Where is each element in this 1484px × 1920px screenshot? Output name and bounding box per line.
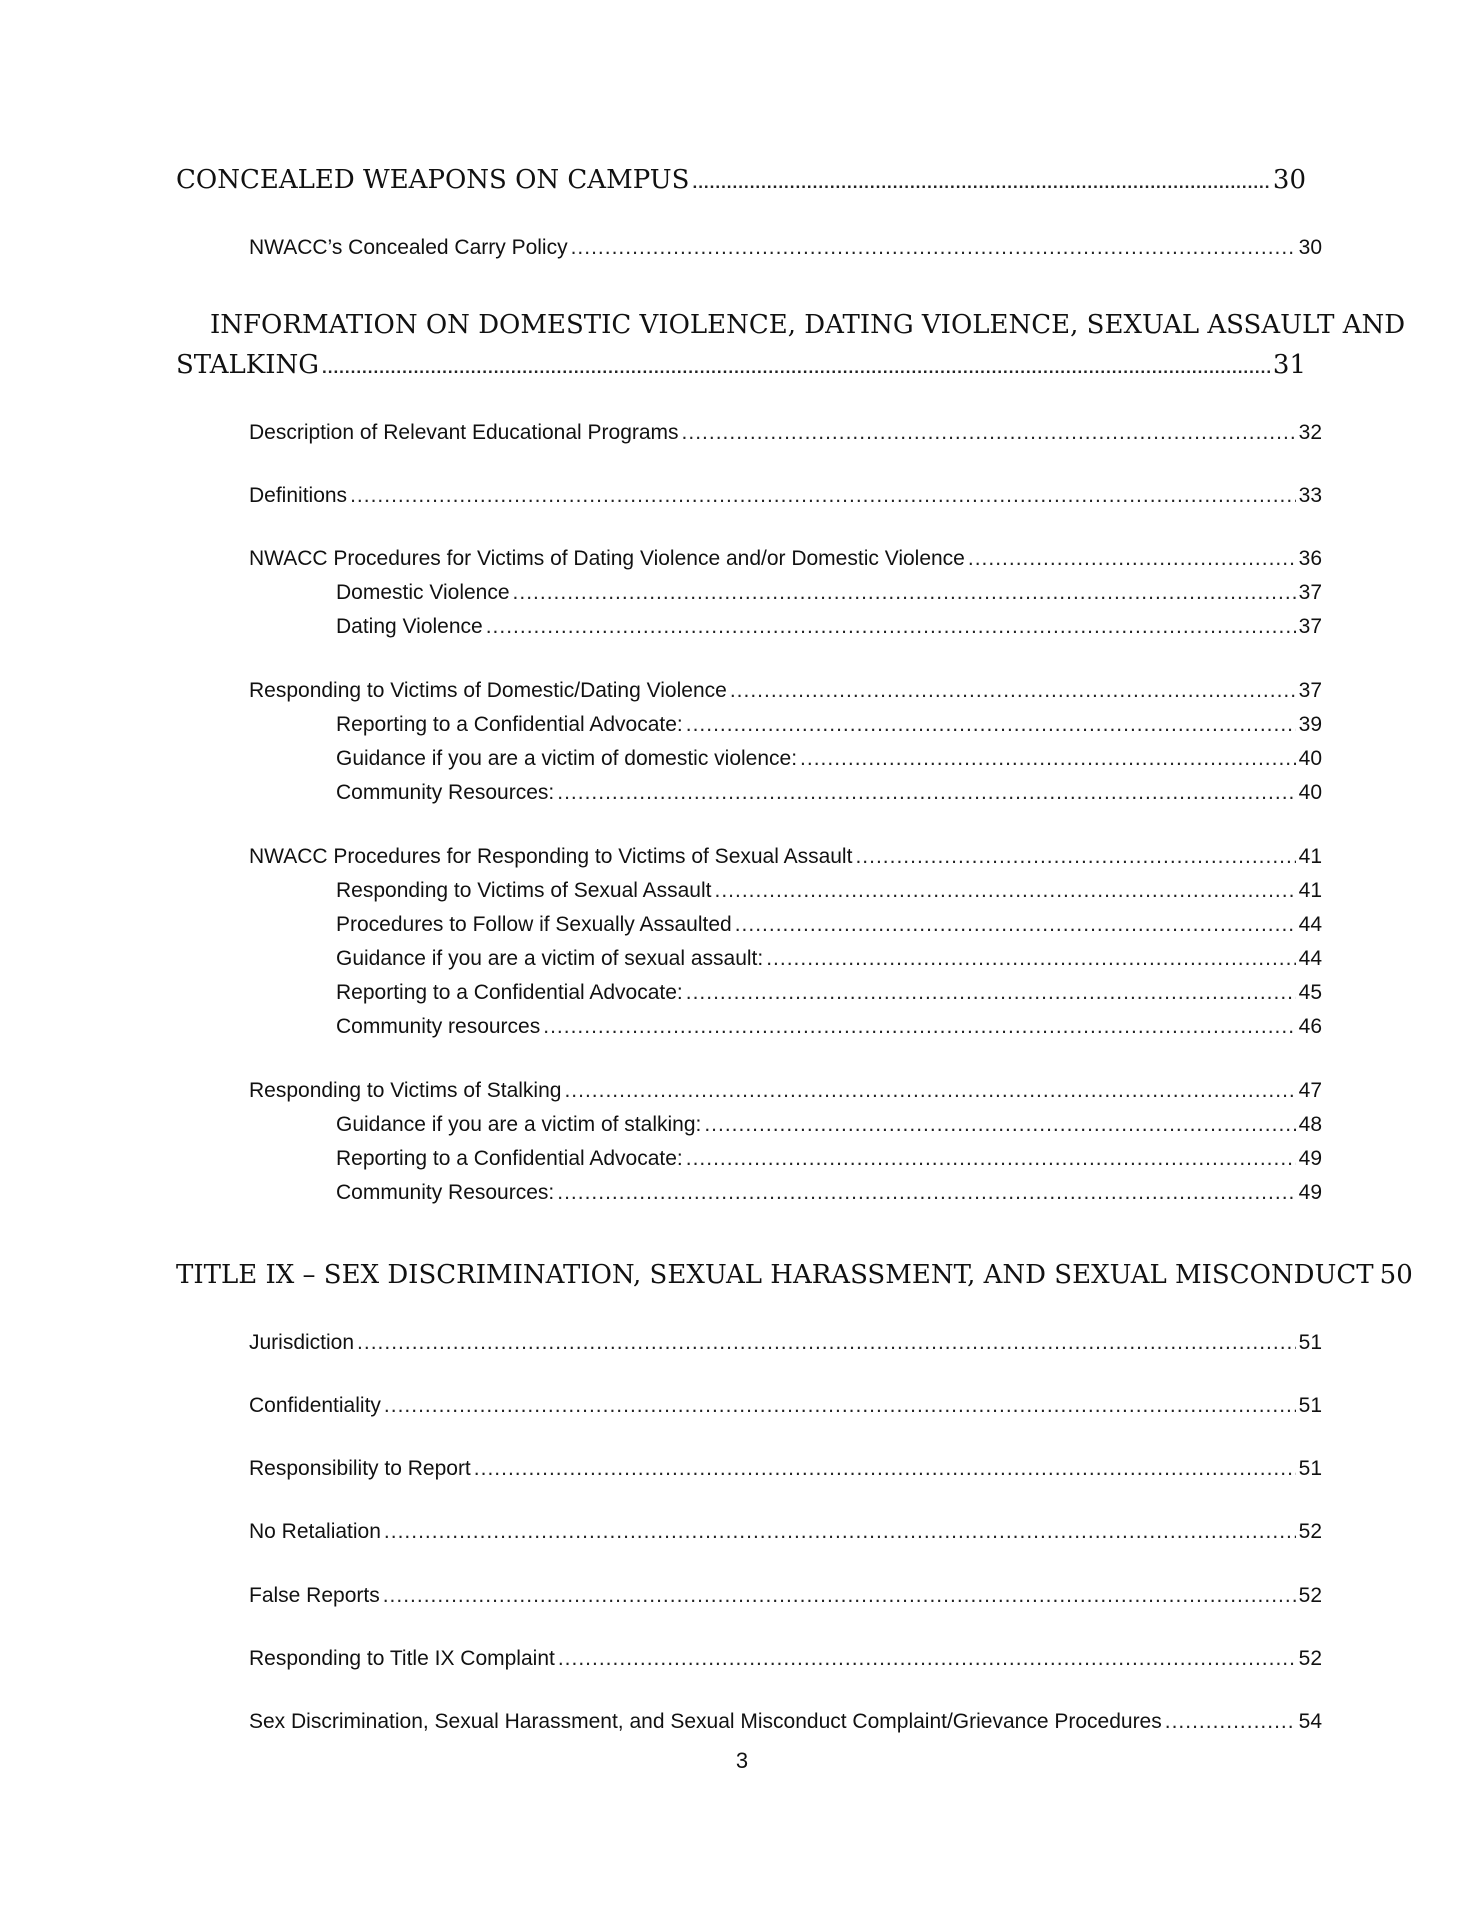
toc-page-number: 45	[1298, 981, 1322, 1004]
dot-leader	[486, 615, 1296, 639]
toc-entry[interactable]	[249, 421, 1322, 451]
toc-entry-title: Community Resources:	[336, 1181, 555, 1204]
dot-leader	[800, 747, 1296, 771]
toc-page-number: 41	[1298, 879, 1322, 902]
toc-page-number: 44	[1298, 913, 1322, 936]
toc-page-number: 30	[1298, 236, 1322, 259]
toc-entry-title: Definitions	[249, 484, 348, 507]
dot-leader	[384, 1520, 1296, 1544]
toc-page-number: 47	[1298, 1079, 1322, 1102]
toc-section-concealed-weapons[interactable]	[176, 165, 1306, 201]
toc-section-title: CONCEALED WEAPONS ON CAMPUS	[176, 165, 690, 195]
toc-page-number: 49	[1298, 1181, 1322, 1204]
toc-entry[interactable]	[249, 845, 1322, 875]
toc-entry-title: Responding to Title IX Complaint	[249, 1647, 555, 1670]
toc-entry[interactable]	[249, 547, 1322, 577]
toc-entry[interactable]	[249, 1584, 1322, 1614]
toc-section-domestic-violence[interactable]	[176, 350, 1306, 386]
toc-page-number: 39	[1298, 713, 1322, 736]
toc-page-number: 33	[1298, 484, 1322, 507]
dot-leader	[564, 1079, 1295, 1103]
footer-page-number: 3	[735, 1748, 749, 1773]
toc-entry-title: Responsibility to Report	[249, 1457, 471, 1480]
toc-page-number: 37	[1298, 679, 1322, 702]
dot-leader	[682, 421, 1296, 445]
dot-leader	[968, 547, 1296, 571]
toc-entry[interactable]	[249, 1079, 1322, 1109]
toc-entry-title: Community resources	[336, 1015, 541, 1038]
toc-subentry[interactable]	[336, 913, 1322, 943]
toc-entry-title: Reporting to a Confidential Advocate:	[336, 713, 683, 736]
toc-entry-title: No Retaliation	[249, 1520, 381, 1543]
toc-subentry[interactable]	[336, 1147, 1322, 1177]
toc-section-title: TITLE IX – SEX DISCRIMINATION, SEXUAL HARASSMENT, AND SEXUAL MISCONDUCT	[176, 1260, 1374, 1290]
toc-entry-concealed-carry-policy[interactable]	[249, 236, 1322, 266]
toc-page-number: 46	[1298, 1015, 1322, 1038]
toc-entry-title: Sex Discrimination, Sexual Harassment, and Sexual Misconduct Complaint/Grievance Procedures	[249, 1710, 1162, 1733]
toc-page-number: 37	[1298, 615, 1322, 638]
dot-leader	[855, 845, 1295, 869]
toc-entry-title: NWACC’s Concealed Carry Policy	[249, 236, 568, 259]
dot-leader	[766, 947, 1295, 971]
toc-entry-title: Responding to Victims of Stalking	[249, 1079, 562, 1102]
dot-leader	[715, 879, 1296, 903]
toc-subentry[interactable]	[336, 1113, 1322, 1143]
toc-entry-title: Responding to Victims of Sexual Assault	[336, 879, 712, 902]
toc-entry-title: Confidentiality	[249, 1394, 381, 1417]
dot-leader	[686, 1147, 1296, 1171]
dot-leader	[357, 1331, 1296, 1355]
dot-leader	[686, 713, 1296, 737]
dot-leader	[513, 581, 1296, 605]
toc-subentry[interactable]	[336, 981, 1322, 1011]
toc-page-number: 52	[1298, 1520, 1322, 1543]
toc-entry-title: Jurisdiction	[249, 1331, 355, 1354]
toc-section-title-line1[interactable]: INFORMATION ON DOMESTIC VIOLENCE, DATING VIOLENCE, SEXUAL ASSAULT AND	[210, 310, 1406, 340]
dot-leader	[692, 173, 1269, 193]
toc-page-number: 31	[1272, 350, 1306, 380]
dot-leader	[571, 236, 1296, 260]
dot-leader	[704, 1113, 1295, 1137]
toc-entry[interactable]	[249, 1394, 1322, 1424]
dot-leader	[686, 981, 1296, 1005]
toc-subentry[interactable]	[336, 581, 1322, 611]
toc-entry[interactable]	[249, 1457, 1322, 1487]
toc-subentry[interactable]	[336, 879, 1322, 909]
toc-entry-title: False Reports	[249, 1584, 380, 1607]
toc-page-number: 52	[1298, 1584, 1322, 1607]
toc-entry[interactable]	[249, 1520, 1322, 1550]
toc-page-number: 51	[1298, 1331, 1322, 1354]
toc-entry[interactable]	[249, 679, 1322, 709]
toc-subentry[interactable]	[336, 947, 1322, 977]
toc-entry-title: Dating Violence	[336, 615, 483, 638]
toc-subentry[interactable]	[336, 747, 1322, 777]
dot-leader	[1165, 1710, 1296, 1734]
toc-subentry[interactable]	[336, 713, 1322, 743]
toc-entry-title: Description of Relevant Educational Programs	[249, 421, 679, 444]
dot-leader	[557, 781, 1295, 805]
toc-page-number: 30	[1272, 165, 1306, 195]
toc-section-title: STALKING	[176, 350, 319, 380]
toc-page-number: 41	[1298, 845, 1322, 868]
toc-entry[interactable]	[249, 1331, 1322, 1361]
toc-page-number: 37	[1298, 581, 1322, 604]
toc-page-number: 51	[1298, 1457, 1322, 1480]
toc-subentry[interactable]	[336, 1181, 1322, 1211]
dot-leader	[543, 1015, 1295, 1039]
toc-entry-title: NWACC Procedures for Victims of Dating Violence and/or Domestic Violence	[249, 547, 965, 570]
toc-entry-title: Domestic Violence	[336, 581, 510, 604]
toc-entry-title: Guidance if you are a victim of stalking:	[336, 1113, 702, 1136]
toc-entry-title: Procedures to Follow if Sexually Assaulted	[336, 913, 732, 936]
dot-leader	[474, 1457, 1296, 1481]
toc-entry-title: Guidance if you are a victim of domestic violence:	[336, 747, 798, 770]
toc-entry-title: Community Resources:	[336, 781, 555, 804]
toc-page-number: 50	[1379, 1260, 1413, 1290]
dot-leader	[557, 1181, 1295, 1205]
toc-section-title-ix[interactable]	[176, 1260, 1413, 1296]
dot-leader	[735, 913, 1296, 937]
dot-leader	[383, 1584, 1296, 1608]
toc-entry-title: Guidance if you are a victim of sexual assault:	[336, 947, 764, 970]
toc-entry-title: Reporting to a Confidential Advocate:	[336, 981, 683, 1004]
toc-entry[interactable]	[249, 484, 1322, 514]
toc-page-number: 52	[1298, 1647, 1322, 1670]
toc-subentry[interactable]	[336, 1015, 1322, 1045]
toc-page-number: 51	[1298, 1394, 1322, 1417]
toc-page-number: 48	[1298, 1113, 1322, 1136]
toc-page-number: 49	[1298, 1147, 1322, 1170]
toc-subentry[interactable]	[336, 615, 1322, 645]
dot-leader	[558, 1647, 1296, 1671]
toc-page-number: 40	[1298, 781, 1322, 804]
toc-page-number: 40	[1298, 747, 1322, 770]
toc-page-number: 44	[1298, 947, 1322, 970]
toc-page-number: 36	[1298, 547, 1322, 570]
toc-entry[interactable]	[249, 1710, 1322, 1740]
toc-page-number: 32	[1298, 421, 1322, 444]
toc-entry-title: Reporting to a Confidential Advocate:	[336, 1147, 683, 1170]
toc-page-number: 54	[1298, 1710, 1322, 1733]
dot-leader	[322, 358, 1270, 378]
dot-leader	[730, 679, 1296, 703]
toc-entry[interactable]	[249, 1647, 1322, 1677]
dot-leader	[350, 484, 1296, 508]
toc-subentry[interactable]	[336, 781, 1322, 811]
toc-entry-title: Responding to Victims of Domestic/Dating Violence	[249, 679, 727, 702]
toc-entry-title: NWACC Procedures for Responding to Victims of Sexual Assault	[249, 845, 853, 868]
dot-leader	[384, 1394, 1296, 1418]
